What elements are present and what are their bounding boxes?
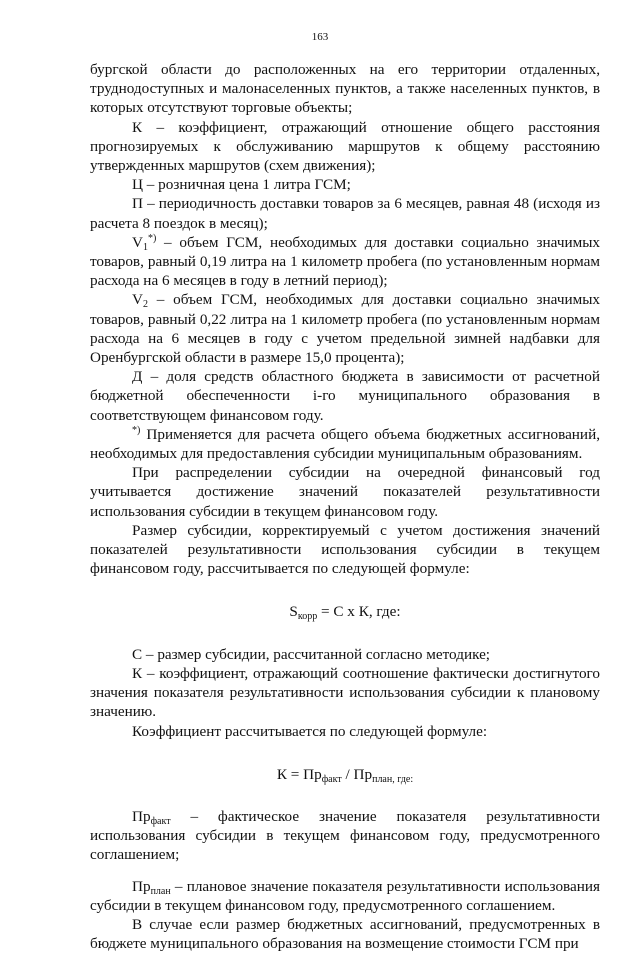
formula-subscript: план, где: (372, 773, 414, 785)
paragraph-text: – объем ГСМ, необходимых для доставки социально значимых товаров, равный 0,22 литра на 1 километр пробега (по установленным нормам расхода на 6 месяцев в году с учетом предельной зимней надбавки для Оренбургской области в размере 15,0 процента); (90, 291, 600, 367)
page-body (90, 60, 600, 953)
paragraph: Коэффициент рассчитывается по следующей формуле: (132, 722, 488, 740)
paragraph-text: – фактическое значение показателя результативности использования субсидии в текущем финансовом году, предусмотренного соглашением; (90, 807, 600, 864)
paragraph: Д – доля средств областного бюджета в зависимости от расчетной бюджетной обеспеченности i-го муниципального образования в соответствующем финансовом году. (90, 368, 600, 424)
paragraph (90, 290, 600, 367)
subscript: 2 (142, 299, 148, 311)
footnote-text: Применяется для расчета общего объема бюджетных ассигнований, необходимых для предоставления субсидии муниципальным образованиям. (90, 425, 600, 463)
subscript: факт (150, 815, 171, 827)
formula-lhs: К = Пр (276, 765, 322, 783)
paragraph: К – коэффициент, отражающий отношение общего расстояния прогнозируемых к обслуживанию маршрутов к общему расстоянию утвержденных маршрутов (схем движения); (90, 118, 600, 175)
spacer (90, 865, 600, 877)
paragraph: При распределении субсидии на очередной финансовый год учитывается достижение значений показателей результативности использования субсидии в текущем финансовом году. (90, 464, 600, 520)
paragraph (90, 233, 600, 291)
formula-lhs: S (289, 603, 298, 621)
paragraph (90, 877, 600, 915)
symbol: V (132, 233, 143, 251)
formula-coefficient (90, 765, 600, 784)
subscript: 1 (142, 241, 148, 253)
paragraph: П – периодичность доставки товаров за 6 месяцев, равная 48 (исходя из расчета 8 поездок в месяц); (90, 195, 600, 232)
footnote (90, 425, 600, 463)
subscript: план (150, 885, 171, 897)
paragraph: бургской области до расположенных на его территории отдаленных, труднодоступных и малонаселенных пунктов, а также населенных пунктов, в которых отсутствуют торговые объекты; (90, 61, 600, 117)
formula-rhs: = С х К, где: (317, 603, 401, 621)
paragraph: Размер субсидии, корректируемый с учетом достижения значений показателей результативности использования субсидии в текущем финансовом году, рассчитывается по следующей формуле: (90, 521, 600, 578)
symbol: V (132, 291, 143, 309)
formula-corrected-subsidy (90, 602, 600, 621)
footnote-marker: *) (147, 232, 157, 244)
paragraph: Ц – розничная цена 1 литра ГСМ; (132, 176, 351, 194)
formula-subscript: факт (321, 773, 342, 785)
paragraph: К – коэффициент, отражающий соотношение фактически достигнутого значения показателя результативности использования субсидии к плановому значению. (90, 664, 600, 721)
symbol: Пр (132, 877, 151, 895)
formula-subscript: корр (297, 611, 318, 623)
formula-divider: / Пр (341, 765, 373, 783)
paragraph-text: – плановое значение показателя результативности использования субсидии в текущем финансовом году, предусмотренного соглашением. (90, 877, 600, 914)
paragraph-text: – объем ГСМ, необходимых для доставки социально значимых товаров, равный 0,19 литра на 1 километр пробега (по установленным нормам расхода на 6 месяцев в году в летний период); (90, 233, 600, 290)
symbol: Пр (132, 807, 151, 825)
paragraph (90, 807, 600, 865)
paragraph: В случае если размер бюджетных ассигнований, предусмотренных в бюджете муниципального образования на возмещение стоимости ГСМ при (90, 915, 600, 953)
paragraph: С – размер субсидии, рассчитанной согласно методике; (132, 645, 491, 663)
page-number: 163 (311, 31, 329, 43)
footnote-marker: *) (132, 424, 141, 436)
